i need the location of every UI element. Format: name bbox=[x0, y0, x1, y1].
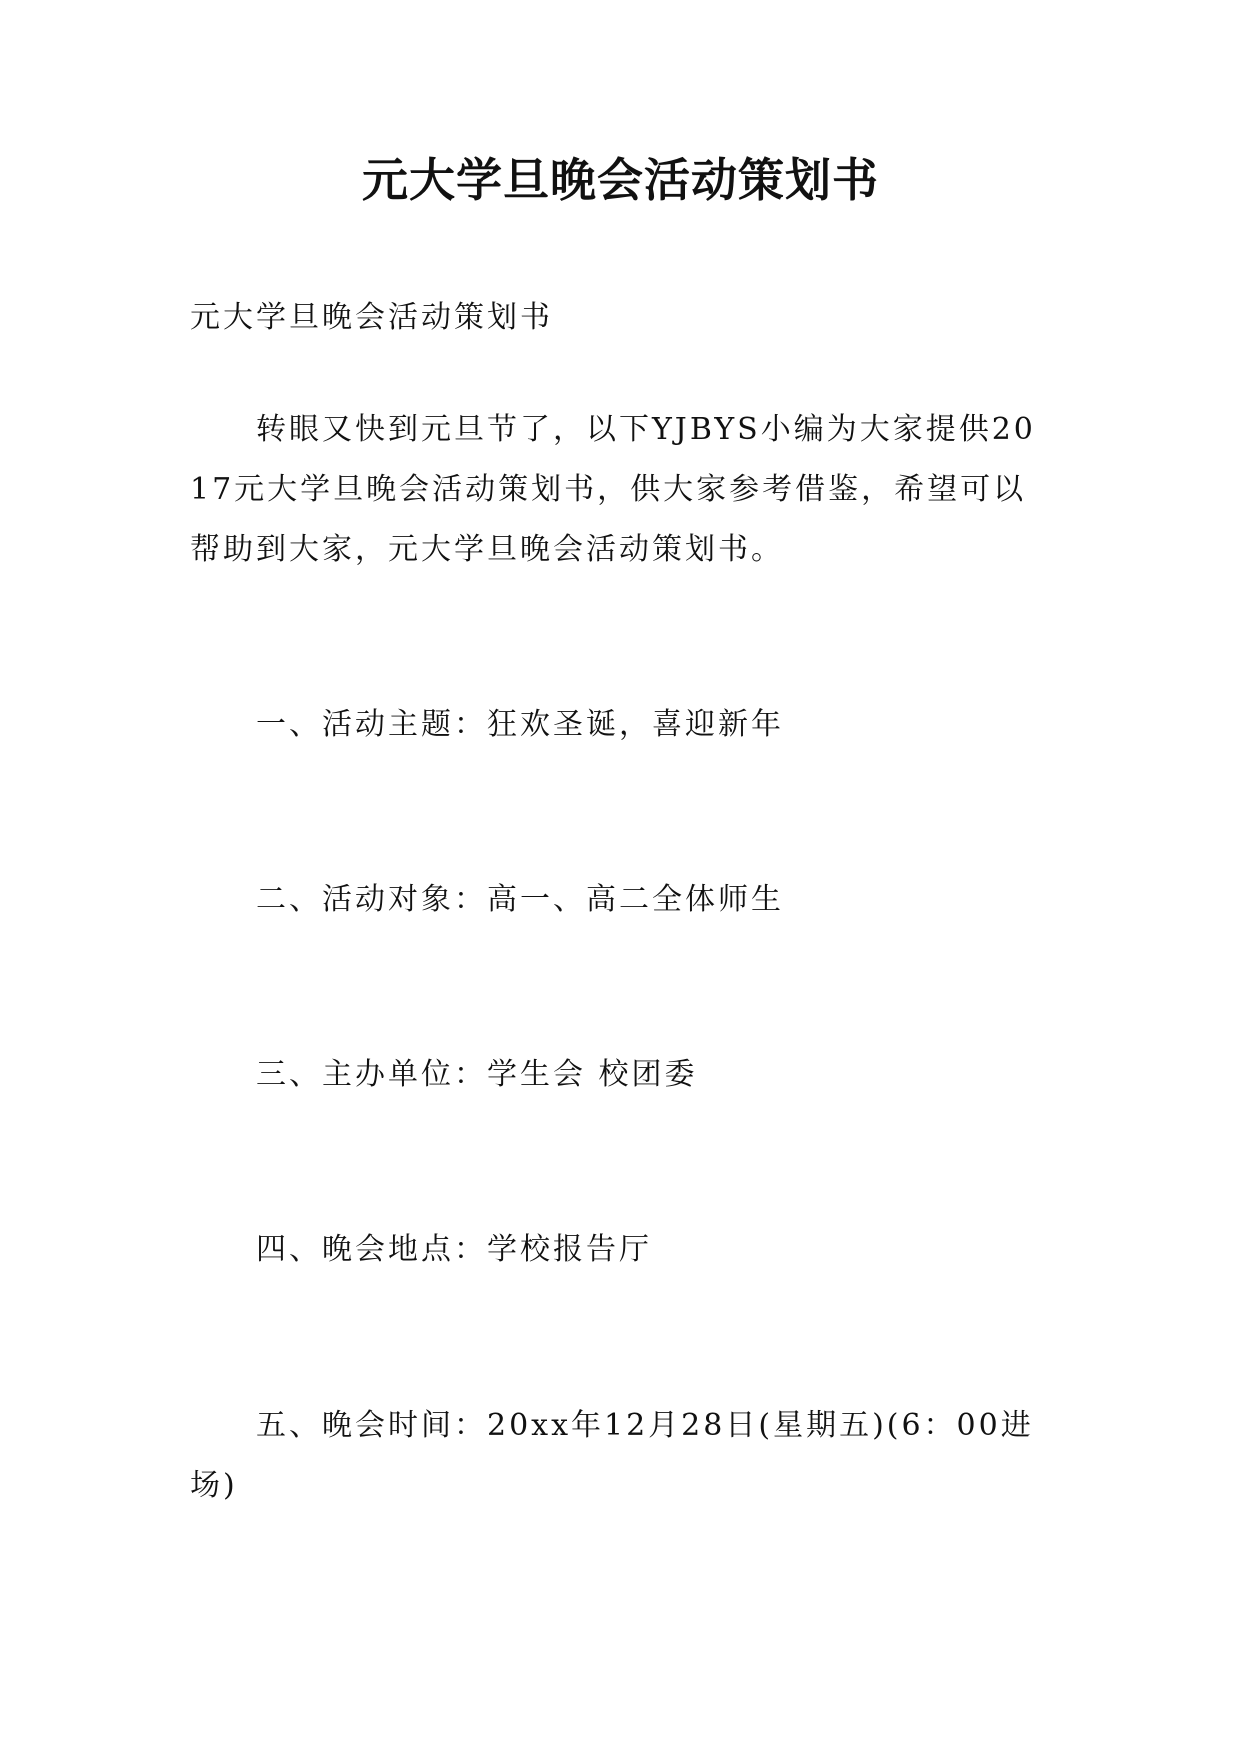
intro-paragraph: 转眼又快到元旦节了，以下YJBYS小编为大家提供2017元大学旦晚会活动策划书，供大家参考借鉴，希望可以帮助到大家，元大学旦晚会活动策划书。 bbox=[190, 412, 1036, 567]
item-activity-theme: 一、活动主题：狂欢圣诞，喜迎新年 bbox=[256, 707, 784, 742]
item-venue: 四、晚会地点：学校报告厅 bbox=[256, 1232, 652, 1267]
item-activity-audience: 二、活动对象：高一、高二全体师生 bbox=[256, 882, 784, 917]
item-organizer: 三、主办单位：学生会 校团委 bbox=[256, 1057, 698, 1092]
document-subtitle: 元大学旦晚会活动策划书 bbox=[190, 300, 553, 335]
item-time: 五、晚会时间：20xx年12月28日(星期五)(6：00进场) bbox=[190, 1408, 1034, 1503]
document-title: 元大学旦晚会活动策划书 bbox=[362, 153, 879, 207]
